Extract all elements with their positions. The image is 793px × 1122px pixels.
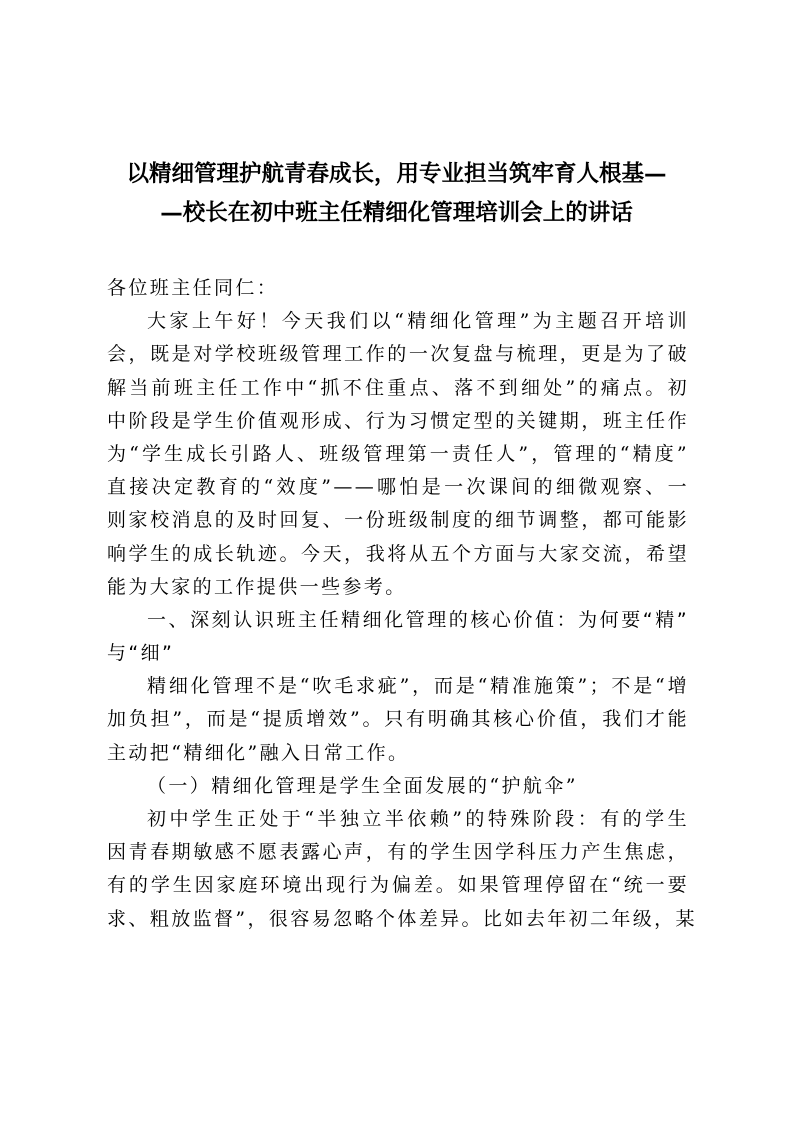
text-line: 能为大家的工作提供一些参考。 [107,575,407,598]
subheading-line: （一）精细化管理是学生全面发展的“护航伞” [147,774,578,797]
text-line: 主动把“精细化”融入日常工作。 [107,741,410,764]
text-line: 中阶段是学生价值观形成、行为习惯定型的关键期，班主任作 [107,409,689,432]
text-line: 初中学生正处于“半独立半依赖”的特殊阶段：有的学生 [147,808,689,830]
text-line: 则家校消息的及时回复、一份班级制度的细节调整，都可能影 [107,509,689,532]
salutation: 各位班主任同仁： [107,277,279,299]
text-line: 为“学生成长引路人、班级管理第一责任人”，管理的“精度” [107,442,689,465]
text-line: 解当前班主任工作中“抓不住重点、落不到细处”的痛点。初 [107,376,689,399]
text-line: 大家上午好！今天我们以“精细化管理”为主题召开培训 [147,310,689,333]
document-title [100,155,693,233]
text-line: 精细化管理不是“吹毛求疵”，而是“精准施策”；不是“增 [147,675,689,698]
text-line: 响学生的成长轨迹。今天，我将从五个方面与大家交流，希望 [107,542,689,565]
section-heading-1 [107,604,689,670]
heading-line: 与“细” [107,642,175,665]
heading-line: 一、深刻认识班主任精细化管理的核心价值：为何要“精” [147,608,689,631]
text-line: 加负担”，而是“提质增效”。只有明确其核心价值，我们才能 [107,708,689,731]
text-line: 有的学生因家庭环境出现行为偏差。如果管理停留在“统一要 [107,874,689,897]
document-body [107,272,697,936]
text-line: 直接决定教育的“效度”——哪怕是一次课间的细微观察、一 [107,476,689,499]
paragraph-student-stage [107,803,697,936]
text-line: 因青春期敏感不愿表露心声，有的学生因学科压力产生焦虑， [107,841,689,864]
title-line-2: —校长在初中班主任精细化管理培训会上的讲话 [160,200,633,226]
paragraph-opening [107,305,689,604]
text-line: 会，既是对学校班级管理工作的一次复盘与梳理，更是为了破 [107,343,689,366]
title-line-1: 以精细管理护航青春成长，用专业担当筑牢育人根基— [126,161,667,187]
paragraph-core-value [107,670,689,770]
subsection-heading-1 [107,770,689,803]
text-line: 求、粗放监督”，很容易忽略个体差异。比如去年初二年级，某 [107,907,697,930]
